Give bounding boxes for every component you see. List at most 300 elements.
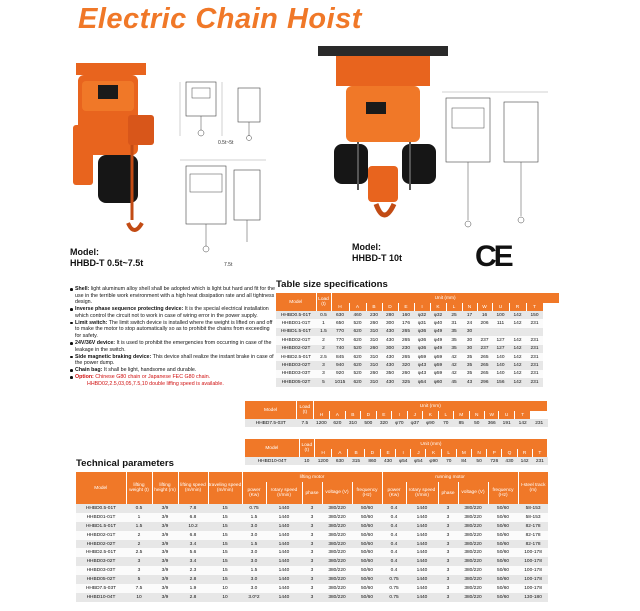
- table-cell: 380/220: [458, 566, 488, 575]
- table-cell: 3.0: [242, 557, 266, 566]
- table-cell: 10: [299, 457, 314, 465]
- table-cell: 237: [477, 345, 492, 353]
- table-cell: 176: [398, 319, 414, 327]
- table-cell: 380/220: [322, 584, 352, 593]
- table-cell: 3: [316, 370, 331, 378]
- table-cell: HHBD02-01T: [276, 336, 316, 344]
- table-cell: 100-178: [518, 584, 548, 593]
- th-col: E: [398, 303, 414, 311]
- table-cell: 82-178: [518, 540, 548, 549]
- th-voltage: voltage (V): [458, 482, 488, 504]
- table-cell: φ54: [411, 457, 426, 465]
- table-cell: HHBD7.5-03T: [245, 419, 297, 427]
- table-cell: 45: [446, 378, 462, 386]
- dimension-drawing-right: [440, 88, 550, 240]
- table-cell: 3: [438, 540, 458, 549]
- table-cell: 1440: [406, 548, 438, 557]
- table-cell: 15: [208, 575, 242, 584]
- table-cell: 140: [492, 353, 509, 361]
- table-cell: HHBD02-01T: [76, 531, 126, 540]
- table-cell: 50/60: [488, 593, 518, 602]
- table-cell: 127: [492, 345, 509, 353]
- table-cell: 260: [366, 370, 382, 378]
- table-cell: 325: [398, 378, 414, 386]
- table-cell: 231: [526, 353, 543, 361]
- table-cell: 3.0: [242, 531, 266, 540]
- th-col: L: [438, 411, 453, 419]
- tech-heading: Technical parameters: [76, 458, 174, 469]
- table-cell: φ59: [430, 361, 446, 369]
- table-cell: 7.5: [297, 419, 314, 427]
- table-cell: 380/220: [322, 513, 352, 522]
- table-cell: 206: [477, 319, 492, 327]
- table-cell: 50/60: [352, 548, 382, 557]
- table-cell: 320: [398, 361, 414, 369]
- table-cell: φ40: [430, 319, 446, 327]
- table-cell: 31: [446, 319, 462, 327]
- th-col: J: [407, 411, 422, 419]
- table-cell: 3.0: [242, 575, 266, 584]
- table-row: [76, 531, 548, 540]
- th-voltage: voltage (V): [322, 482, 352, 504]
- table-cell: 3: [302, 504, 322, 513]
- table-cell: 50/60: [352, 531, 382, 540]
- th-col: A: [349, 303, 366, 311]
- th-col: Q: [502, 449, 517, 457]
- table-cell: 35: [446, 345, 462, 353]
- table-cell: 70: [438, 419, 453, 427]
- th-col: P: [487, 449, 502, 457]
- table-cell: 50/60: [488, 575, 518, 584]
- table-cell: 50: [469, 419, 484, 427]
- table-cell: [477, 328, 492, 336]
- table-cell: 3/9: [152, 548, 178, 557]
- table-cell: 260: [366, 345, 382, 353]
- th-col: J: [411, 449, 426, 457]
- table-cell: 3: [438, 513, 458, 522]
- table-cell: 142: [509, 361, 526, 369]
- table-cell: 16: [477, 311, 492, 319]
- table-cell: 3: [438, 557, 458, 566]
- table-cell: 50/60: [352, 522, 382, 531]
- table-cell: 3: [438, 522, 458, 531]
- table-cell: 2.3: [178, 566, 208, 575]
- feature-item: Limit switch: The limit switch device is installed where the weight is lifted on and off to make the motor to stop automatically so as to prohibit the chains from exceeding for safety.: [70, 320, 276, 340]
- table-cell: 0.75: [382, 593, 406, 602]
- table-cell: 380/220: [458, 593, 488, 602]
- table-cell: 24: [462, 319, 477, 327]
- table-cell: 650: [331, 319, 349, 327]
- table-cell: 191: [499, 419, 514, 427]
- table-cell: 1.5: [126, 522, 152, 531]
- table-cell: 3/9: [152, 540, 178, 549]
- table-cell: 50/60: [352, 584, 382, 593]
- table-cell: 15: [208, 513, 242, 522]
- feature-item: Inverse phase sequence protecting device: It is the special electrical installation which control the circuit not to work in case of wiring error in the power supply.: [70, 306, 276, 319]
- table-cell: 310: [366, 328, 382, 336]
- th-model: Model: [76, 472, 126, 504]
- table-cell: 380/220: [458, 557, 488, 566]
- table-cell: HHBD03-03T: [76, 566, 126, 575]
- table-cell: 3: [302, 540, 322, 549]
- table-cell: HHBD05-02T: [276, 378, 316, 386]
- th-col: L: [441, 449, 456, 457]
- table-cell: 150: [526, 311, 543, 319]
- table-cell: 50/60: [352, 593, 382, 602]
- table-cell: 500: [361, 419, 376, 427]
- th-lifting-speed: lifting speed (m/min): [178, 472, 208, 504]
- table-cell: 3/9: [152, 575, 178, 584]
- th-col: T: [526, 303, 543, 311]
- table-cell: 50/60: [352, 575, 382, 584]
- th-col: M: [456, 449, 471, 457]
- table-size-10t: [245, 439, 548, 465]
- th-col: D: [382, 303, 398, 311]
- table-cell: 10: [208, 593, 242, 602]
- th-lifting-motor: lifting motor: [242, 472, 382, 482]
- table-row: [76, 513, 548, 522]
- table-cell: 1440: [406, 531, 438, 540]
- table-cell: 3: [302, 584, 322, 593]
- th-col: U: [492, 303, 509, 311]
- table-cell: 5: [126, 575, 152, 584]
- table-cell: φ59: [414, 353, 430, 361]
- table-cell: 42: [446, 353, 462, 361]
- table-cell: 770: [331, 336, 349, 344]
- th-model: Model: [276, 293, 316, 311]
- table-row: [76, 504, 548, 513]
- table-cell: 3: [126, 557, 152, 566]
- th-col: A: [332, 449, 348, 457]
- th-phase: phase: [302, 482, 322, 504]
- table-cell: 142: [509, 319, 526, 327]
- th-rotary: rotary speed (r/min): [406, 482, 438, 504]
- table-cell: 25: [446, 311, 462, 319]
- table-row: [276, 336, 559, 344]
- table-cell: [526, 328, 543, 336]
- table-cell: 237: [477, 336, 492, 344]
- table-cell: 520: [349, 345, 366, 353]
- th-col: M: [454, 411, 469, 419]
- table-cell: 50/60: [352, 513, 382, 522]
- feature-item: Chain bag: It shall be light, handsome and durable.: [70, 367, 276, 374]
- table-cell: 630: [332, 457, 348, 465]
- table-cell: 3.0*2: [242, 593, 266, 602]
- table-cell: 366: [484, 419, 498, 427]
- table-cell: 380/220: [322, 566, 352, 575]
- table-cell: 5: [316, 378, 331, 386]
- table-cell: 142: [509, 336, 526, 344]
- table-cell: 7.5: [126, 584, 152, 593]
- table-cell: 231: [526, 370, 543, 378]
- model-value-left: HHBD-T 0.5t~7.5t: [70, 258, 144, 268]
- table-cell: 310: [366, 353, 382, 361]
- table-cell: φ59: [430, 353, 446, 361]
- th-col: B: [345, 411, 360, 419]
- table-cell: HHBD01-01T: [276, 319, 316, 327]
- table-cell: 10: [126, 593, 152, 602]
- th-col: K: [426, 449, 441, 457]
- table-cell: 520: [349, 370, 366, 378]
- table-cell: HHBD03-02T: [76, 557, 126, 566]
- table-cell: 1.5: [242, 513, 266, 522]
- table-cell: 15: [208, 504, 242, 513]
- table-cell: 300: [382, 319, 398, 327]
- table-cell: 15: [208, 522, 242, 531]
- table-cell: φ37: [407, 419, 422, 427]
- table-cell: 0.4: [382, 566, 406, 575]
- table-cell: 380/220: [458, 531, 488, 540]
- table-cell: 0.4: [382, 522, 406, 531]
- table-cell: 380/220: [322, 557, 352, 566]
- th-load: Load (t): [299, 439, 314, 457]
- table-cell: 740: [331, 345, 349, 353]
- table-cell: 1440: [266, 504, 302, 513]
- th-unit: Unit (mm): [314, 439, 547, 449]
- table-cell: 3: [438, 593, 458, 602]
- technical-parameters-table: [76, 472, 549, 602]
- table-cell: 2: [126, 540, 152, 549]
- table-cell: 82-178: [518, 522, 548, 531]
- table-cell: 156: [492, 378, 509, 386]
- th-col: K: [423, 411, 438, 419]
- table-cell: 35: [462, 370, 477, 378]
- table-cell: 3.0: [242, 548, 266, 557]
- table-cell: 142: [509, 311, 526, 319]
- table-cell: 3.0: [242, 522, 266, 531]
- table-cell: 0.4: [382, 504, 406, 513]
- table-row: [276, 353, 559, 361]
- table-cell: 231: [526, 319, 543, 327]
- table-cell: 1200: [313, 419, 330, 427]
- table-cell: φ32: [430, 311, 446, 319]
- table-cell: 620: [349, 378, 366, 386]
- table-cell: 3: [302, 548, 322, 557]
- table-cell: 320: [376, 419, 391, 427]
- table-cell: 10.2: [178, 522, 208, 531]
- feature-option: Option: Chinese G80 chain or Japanese FEC G80 chain. HHBD02,2.5,03,05,7.5,10 double liffing speed is available.: [70, 374, 276, 387]
- table-cell: 3/9: [152, 504, 178, 513]
- table-cell: 520: [349, 319, 366, 327]
- table-cell: 3: [438, 575, 458, 584]
- table-cell: 350: [382, 370, 398, 378]
- table-cell: 265: [398, 328, 414, 336]
- table-cell: 15: [208, 557, 242, 566]
- table-cell: 1440: [266, 548, 302, 557]
- table-cell: 50/60: [352, 540, 382, 549]
- table-cell: 300: [382, 345, 398, 353]
- th-traveling-speed: traveling speed (m/min): [208, 472, 242, 504]
- table-row: [76, 584, 548, 593]
- table-cell: φ31: [414, 319, 430, 327]
- table-cell: 1440: [406, 540, 438, 549]
- table-cell: 1440: [266, 513, 302, 522]
- table-cell: 920: [331, 370, 349, 378]
- table-cell: 231: [526, 345, 543, 353]
- table-cell: φ49: [430, 345, 446, 353]
- table-cell: 430: [382, 361, 398, 369]
- table-cell: 430: [382, 336, 398, 344]
- table-cell: 5.6: [178, 548, 208, 557]
- th-frequency: frequency (Hz): [488, 482, 518, 504]
- table-cell: 3/9: [152, 566, 178, 575]
- th-unit: Unit (mm): [313, 401, 547, 411]
- table-cell: 1440: [406, 584, 438, 593]
- table-cell: 100: [492, 311, 509, 319]
- drawing-label-small: 7.5t: [224, 262, 233, 268]
- table-cell: 380/220: [322, 522, 352, 531]
- table-cell: 0.4: [382, 513, 406, 522]
- table-cell: 3: [302, 513, 322, 522]
- page-title: Electric Chain Hoist: [78, 3, 362, 35]
- table-row: [245, 457, 548, 465]
- drawing-label-range: 0.5t~5t: [218, 140, 234, 146]
- table-cell: HHBD03-03T: [276, 370, 316, 378]
- table-cell: 1.5: [242, 540, 266, 549]
- table-cell: 2: [126, 531, 152, 540]
- table-cell: φ59: [430, 370, 446, 378]
- th-running-motor: running motor: [382, 472, 518, 482]
- table-cell: 3: [302, 522, 322, 531]
- th-model: Model: [245, 439, 299, 457]
- table-cell: 280: [382, 311, 398, 319]
- table-cell: φ32: [414, 311, 430, 319]
- table-cell: φ70: [392, 419, 407, 427]
- th-col: E: [380, 449, 395, 457]
- feature-item: 24V/36V device: It is used to prohibit the emergencies from occurring in case of the leakage in the switch.: [70, 340, 276, 353]
- table-cell: 140: [492, 361, 509, 369]
- table-cell: 100-178: [518, 548, 548, 557]
- table-cell: 230: [366, 311, 382, 319]
- table-cell: 1440: [266, 584, 302, 593]
- table-cell: 58-153: [518, 504, 548, 513]
- table-cell: 3: [438, 584, 458, 593]
- table-cell: 770: [331, 328, 349, 336]
- table-row: [276, 378, 559, 386]
- table-row: [76, 566, 548, 575]
- table-cell: 17: [462, 311, 477, 319]
- table-cell: 70: [441, 457, 456, 465]
- th-col: K: [430, 303, 446, 311]
- table-cell: HHBD1.5-01T: [76, 522, 126, 531]
- table-cell: 310: [366, 336, 382, 344]
- table-cell: 260: [398, 370, 414, 378]
- table-cell: φ36: [414, 328, 430, 336]
- table-cell: 231: [526, 361, 543, 369]
- table-cell: 58-153: [518, 513, 548, 522]
- table-cell: HHBD03-02T: [276, 361, 316, 369]
- table-cell: 15: [208, 548, 242, 557]
- th-col: T: [514, 411, 531, 419]
- th-col: N: [462, 303, 477, 311]
- table-cell: 142: [509, 378, 526, 386]
- table-cell: φ43: [414, 370, 430, 378]
- table-cell: φ90: [426, 457, 441, 465]
- table-row: [276, 370, 559, 378]
- table-cell: 1440: [406, 513, 438, 522]
- table-cell: 50/60: [488, 522, 518, 531]
- table-cell: 380/220: [322, 593, 352, 602]
- table-row: [76, 593, 548, 602]
- table-cell: 100-178: [518, 566, 548, 575]
- table-cell: 2.5: [316, 353, 331, 361]
- table-cell: 230: [398, 345, 414, 353]
- th-col: H: [314, 449, 331, 457]
- table-cell: 315: [348, 457, 364, 465]
- table-cell: 1.5: [242, 566, 266, 575]
- table-cell: 142: [509, 370, 526, 378]
- table-cell: 6.8: [178, 513, 208, 522]
- table-cell: 1: [126, 513, 152, 522]
- table-cell: 0.4: [382, 540, 406, 549]
- table-cell: 1440: [266, 566, 302, 575]
- table-cell: 845: [331, 353, 349, 361]
- table-cell: [509, 328, 526, 336]
- table-cell: 380/220: [458, 548, 488, 557]
- table-cell: 140: [492, 370, 509, 378]
- table-cell: 35: [446, 336, 462, 344]
- table-cell: 2: [316, 345, 331, 353]
- table-cell: φ43: [414, 361, 430, 369]
- table-cell: 142: [509, 353, 526, 361]
- feature-item: Shell: light aluminum alloy shell shall be adopted which is light but hard and fit for the use in the terrible work environment with a high heat dissipation rate and all tightness design.: [70, 286, 276, 306]
- table-cell: 3.4: [178, 557, 208, 566]
- table-cell: 142: [517, 457, 532, 465]
- th-rotary: rotary speed (r/min): [266, 482, 302, 504]
- table-cell: 3.4: [178, 540, 208, 549]
- table-cell: 0.5: [316, 311, 331, 319]
- th-col: R: [509, 303, 526, 311]
- th-col: E: [376, 411, 391, 419]
- table-cell: 231: [526, 378, 543, 386]
- table-cell: 3: [438, 548, 458, 557]
- table-cell: 2.8: [178, 593, 208, 602]
- dimension-drawing-left-top: [178, 78, 230, 138]
- table-cell: 380/220: [458, 540, 488, 549]
- th-phase: phase: [438, 482, 458, 504]
- table-cell: φ36: [414, 336, 430, 344]
- th-col: T: [532, 449, 547, 457]
- table-cell: 3: [126, 566, 152, 575]
- table-cell: 310: [366, 361, 382, 369]
- dimension-drawing-left-side: [232, 82, 268, 142]
- table-cell: 160: [398, 311, 414, 319]
- table-cell: 630: [331, 311, 349, 319]
- model-label-left: Model:: [70, 247, 99, 257]
- table-cell: 231: [532, 457, 547, 465]
- table-row: [76, 522, 548, 531]
- table-cell: 35: [462, 353, 477, 361]
- table-row: [76, 540, 548, 549]
- table-cell: φ49: [430, 336, 446, 344]
- table-cell: 430: [382, 328, 398, 336]
- table-cell: 3: [302, 531, 322, 540]
- table-cell: 3: [302, 566, 322, 575]
- table-cell: 1440: [266, 522, 302, 531]
- th-col: I: [392, 411, 407, 419]
- table-cell: 3/9: [152, 584, 178, 593]
- table-cell: 50/60: [488, 513, 518, 522]
- table-cell: HHBD10-04T: [76, 593, 126, 602]
- table-cell: 3/9: [152, 557, 178, 566]
- table-cell: 620: [330, 419, 345, 427]
- table-cell: 265: [477, 370, 492, 378]
- table-row: [276, 328, 559, 336]
- table-row: [276, 319, 559, 327]
- table-cell: 3: [302, 575, 322, 584]
- table-cell: 0.75: [242, 504, 266, 513]
- table-cell: HHBD01-01T: [76, 513, 126, 522]
